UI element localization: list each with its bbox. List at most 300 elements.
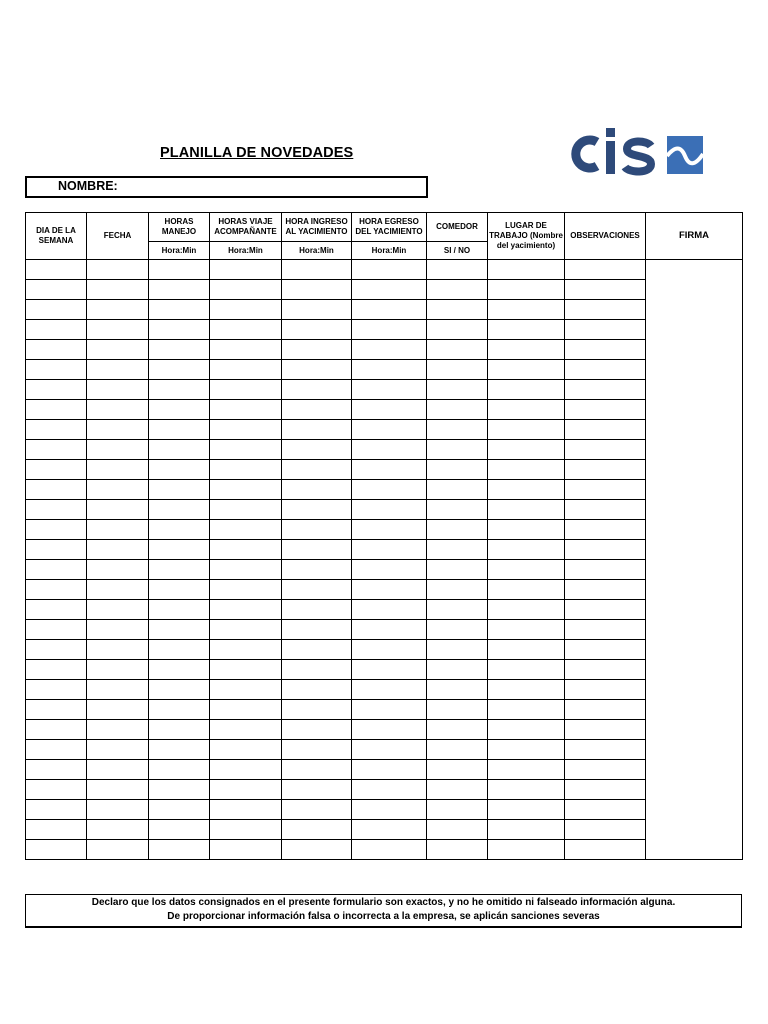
table-cell[interactable] xyxy=(352,260,427,280)
table-cell[interactable] xyxy=(87,800,149,820)
table-cell[interactable] xyxy=(565,440,646,460)
col-header-hora-ingreso: HORA INGRESO AL YACIMIENTO xyxy=(282,213,352,242)
table-cell[interactable] xyxy=(26,480,87,500)
table-cell[interactable] xyxy=(427,680,488,700)
table-cell[interactable] xyxy=(352,360,427,380)
table-cell[interactable] xyxy=(488,740,565,760)
table-cell[interactable] xyxy=(427,600,488,620)
table-cell[interactable] xyxy=(149,400,210,420)
table-cell[interactable] xyxy=(87,720,149,740)
table-row xyxy=(26,720,743,740)
table-cell[interactable] xyxy=(565,280,646,300)
table-cell[interactable] xyxy=(87,780,149,800)
table-cell[interactable] xyxy=(427,460,488,480)
firma-cell[interactable] xyxy=(646,260,743,860)
table-cell[interactable] xyxy=(282,820,352,840)
table-cell[interactable] xyxy=(282,600,352,620)
table-cell[interactable] xyxy=(565,800,646,820)
table-cell[interactable] xyxy=(488,360,565,380)
table-cell[interactable] xyxy=(149,800,210,820)
table-cell[interactable] xyxy=(282,280,352,300)
table-cell[interactable] xyxy=(210,700,282,720)
table-cell[interactable] xyxy=(565,820,646,840)
table-cell[interactable] xyxy=(565,500,646,520)
table-row xyxy=(26,520,743,540)
table-cell[interactable] xyxy=(210,600,282,620)
table-cell[interactable] xyxy=(87,640,149,660)
table-cell[interactable] xyxy=(87,420,149,440)
table-cell[interactable] xyxy=(26,320,87,340)
table-cell[interactable] xyxy=(352,500,427,520)
table-cell[interactable] xyxy=(352,320,427,340)
table-cell[interactable] xyxy=(565,340,646,360)
table-cell[interactable] xyxy=(427,640,488,660)
table-row xyxy=(26,500,743,520)
table-cell[interactable] xyxy=(427,280,488,300)
table-cell[interactable] xyxy=(282,780,352,800)
table-cell[interactable] xyxy=(282,380,352,400)
table-cell[interactable] xyxy=(488,280,565,300)
table-cell[interactable] xyxy=(488,760,565,780)
table-cell[interactable] xyxy=(282,720,352,740)
table-cell[interactable] xyxy=(427,260,488,280)
table-cell[interactable] xyxy=(87,700,149,720)
table-cell[interactable] xyxy=(352,400,427,420)
table-cell[interactable] xyxy=(282,400,352,420)
table-cell[interactable] xyxy=(149,580,210,600)
table-cell[interactable] xyxy=(427,400,488,420)
table-cell[interactable] xyxy=(427,500,488,520)
table-cell[interactable] xyxy=(565,320,646,340)
table-cell[interactable] xyxy=(565,300,646,320)
table-cell[interactable] xyxy=(427,660,488,680)
table-cell[interactable] xyxy=(87,280,149,300)
table-cell[interactable] xyxy=(565,700,646,720)
table-cell[interactable] xyxy=(488,720,565,740)
table-cell[interactable] xyxy=(87,500,149,520)
subheader-horas-manejo: Hora:Min xyxy=(149,242,210,260)
table-cell[interactable] xyxy=(427,560,488,580)
table-cell[interactable] xyxy=(488,620,565,640)
table-cell[interactable] xyxy=(87,380,149,400)
table-cell[interactable] xyxy=(427,760,488,780)
table-cell[interactable] xyxy=(87,760,149,780)
table-row xyxy=(26,460,743,480)
table-cell[interactable] xyxy=(565,460,646,480)
table-cell[interactable] xyxy=(26,400,87,420)
table-row xyxy=(26,280,743,300)
table-cell[interactable] xyxy=(26,440,87,460)
table-cell[interactable] xyxy=(282,660,352,680)
table-cell[interactable] xyxy=(210,500,282,520)
table-cell[interactable] xyxy=(26,600,87,620)
table-cell[interactable] xyxy=(26,680,87,700)
table-cell[interactable] xyxy=(352,760,427,780)
table-cell[interactable] xyxy=(26,840,87,860)
table-cell[interactable] xyxy=(149,500,210,520)
table-cell[interactable] xyxy=(87,460,149,480)
table-row xyxy=(26,540,743,560)
table-row xyxy=(26,380,743,400)
table-cell[interactable] xyxy=(427,480,488,500)
table-cell[interactable] xyxy=(282,620,352,640)
table-cell[interactable] xyxy=(488,600,565,620)
table-cell[interactable] xyxy=(427,620,488,640)
table-row xyxy=(26,400,743,420)
table-cell[interactable] xyxy=(282,800,352,820)
table-cell[interactable] xyxy=(26,420,87,440)
table-cell[interactable] xyxy=(87,440,149,460)
table-cell[interactable] xyxy=(210,460,282,480)
table-cell[interactable] xyxy=(87,580,149,600)
table-cell[interactable] xyxy=(210,520,282,540)
table-cell[interactable] xyxy=(26,640,87,660)
table-cell[interactable] xyxy=(488,660,565,680)
table-cell[interactable] xyxy=(488,840,565,860)
table-cell[interactable] xyxy=(352,560,427,580)
table-cell[interactable] xyxy=(352,460,427,480)
table-cell[interactable] xyxy=(427,840,488,860)
table-cell[interactable] xyxy=(87,600,149,620)
table-cell[interactable] xyxy=(352,800,427,820)
table-cell[interactable] xyxy=(488,300,565,320)
table-cell[interactable] xyxy=(488,340,565,360)
table-cell[interactable] xyxy=(26,540,87,560)
table-cell[interactable] xyxy=(352,700,427,720)
table-cell[interactable] xyxy=(210,720,282,740)
table-cell[interactable] xyxy=(210,780,282,800)
table-cell[interactable] xyxy=(565,840,646,860)
table-cell[interactable] xyxy=(352,620,427,640)
table-cell[interactable] xyxy=(352,480,427,500)
table-cell[interactable] xyxy=(210,480,282,500)
table-cell[interactable] xyxy=(149,520,210,540)
table-cell[interactable] xyxy=(282,300,352,320)
novedades-table xyxy=(25,212,743,860)
table-cell[interactable] xyxy=(149,420,210,440)
table-cell[interactable] xyxy=(352,520,427,540)
table-cell[interactable] xyxy=(149,780,210,800)
table-cell[interactable] xyxy=(87,340,149,360)
table-cell[interactable] xyxy=(210,360,282,380)
table-cell[interactable] xyxy=(565,760,646,780)
table-row xyxy=(26,680,743,700)
table-cell[interactable] xyxy=(488,320,565,340)
table-cell[interactable] xyxy=(282,440,352,460)
table-cell[interactable] xyxy=(565,640,646,660)
table-cell[interactable] xyxy=(26,660,87,680)
table-cell[interactable] xyxy=(26,360,87,380)
table-cell[interactable] xyxy=(149,760,210,780)
table-cell[interactable] xyxy=(282,580,352,600)
table-cell[interactable] xyxy=(26,380,87,400)
table-cell[interactable] xyxy=(149,720,210,740)
table-cell[interactable] xyxy=(427,420,488,440)
table-cell[interactable] xyxy=(149,600,210,620)
table-row xyxy=(26,800,743,820)
table-cell[interactable] xyxy=(87,520,149,540)
table-cell[interactable] xyxy=(26,820,87,840)
table-cell[interactable] xyxy=(488,680,565,700)
table-cell[interactable] xyxy=(26,720,87,740)
table-cell[interactable] xyxy=(87,540,149,560)
table-cell[interactable] xyxy=(565,740,646,760)
table-cell[interactable] xyxy=(210,380,282,400)
table-cell[interactable] xyxy=(149,620,210,640)
table-cell[interactable] xyxy=(210,740,282,760)
table-cell[interactable] xyxy=(87,840,149,860)
table-cell[interactable] xyxy=(210,560,282,580)
table-cell[interactable] xyxy=(352,380,427,400)
table-cell[interactable] xyxy=(427,720,488,740)
table-cell[interactable] xyxy=(427,580,488,600)
table-cell[interactable] xyxy=(149,640,210,660)
table-cell[interactable] xyxy=(352,780,427,800)
table-cell[interactable] xyxy=(565,360,646,380)
table-cell[interactable] xyxy=(87,260,149,280)
table-cell[interactable] xyxy=(26,460,87,480)
table-cell[interactable] xyxy=(488,380,565,400)
table-cell[interactable] xyxy=(565,780,646,800)
table-cell[interactable] xyxy=(282,840,352,860)
table-cell[interactable] xyxy=(488,820,565,840)
table-cell[interactable] xyxy=(565,540,646,560)
table-cell[interactable] xyxy=(565,400,646,420)
table-cell[interactable] xyxy=(26,760,87,780)
table-row xyxy=(26,580,743,600)
table-cell[interactable] xyxy=(282,760,352,780)
table-cell[interactable] xyxy=(565,380,646,400)
table-cell[interactable] xyxy=(488,420,565,440)
col-header-horas-manejo: HORAS MANEJO xyxy=(149,213,210,242)
table-cell[interactable] xyxy=(87,680,149,700)
col-header-lugar: LUGAR DE TRABAJO (Nombre del yacimiento) xyxy=(488,213,565,260)
table-cell[interactable] xyxy=(488,540,565,560)
table-cell[interactable] xyxy=(26,580,87,600)
table-cell[interactable] xyxy=(352,540,427,560)
table-cell[interactable] xyxy=(210,580,282,600)
table-cell[interactable] xyxy=(149,560,210,580)
table-cell[interactable] xyxy=(488,440,565,460)
table-cell[interactable] xyxy=(427,520,488,540)
table-cell[interactable] xyxy=(427,540,488,560)
table-cell[interactable] xyxy=(87,300,149,320)
table-cell[interactable] xyxy=(149,440,210,460)
table-cell[interactable] xyxy=(149,380,210,400)
table-cell[interactable] xyxy=(26,280,87,300)
table-cell[interactable] xyxy=(210,260,282,280)
table-cell[interactable] xyxy=(149,320,210,340)
table-cell[interactable] xyxy=(352,340,427,360)
table-cell[interactable] xyxy=(210,760,282,780)
table-cell[interactable] xyxy=(149,700,210,720)
table-cell[interactable] xyxy=(282,460,352,480)
table-cell[interactable] xyxy=(149,540,210,560)
table-cell[interactable] xyxy=(565,480,646,500)
table-cell[interactable] xyxy=(210,420,282,440)
table-cell[interactable] xyxy=(352,580,427,600)
table-cell[interactable] xyxy=(210,300,282,320)
col-header-fecha: FECHA xyxy=(87,213,149,260)
table-cell[interactable] xyxy=(87,740,149,760)
table-cell[interactable] xyxy=(427,300,488,320)
table-cell[interactable] xyxy=(488,700,565,720)
table-cell[interactable] xyxy=(352,280,427,300)
table-cell[interactable] xyxy=(427,340,488,360)
table-cell[interactable] xyxy=(26,340,87,360)
col-header-dia: DIA DE LA SEMANA xyxy=(26,213,87,260)
table-cell[interactable] xyxy=(352,660,427,680)
table-cell[interactable] xyxy=(26,300,87,320)
table-cell[interactable] xyxy=(210,400,282,420)
table-cell[interactable] xyxy=(352,420,427,440)
table-cell[interactable] xyxy=(427,380,488,400)
table-cell[interactable] xyxy=(427,360,488,380)
table-cell[interactable] xyxy=(488,460,565,480)
table-cell[interactable] xyxy=(488,780,565,800)
table-cell[interactable] xyxy=(149,660,210,680)
table-cell[interactable] xyxy=(282,560,352,580)
table-cell[interactable] xyxy=(352,740,427,760)
table-cell[interactable] xyxy=(210,440,282,460)
table-cell[interactable] xyxy=(282,420,352,440)
table-cell[interactable] xyxy=(488,500,565,520)
table-cell[interactable] xyxy=(282,540,352,560)
table-cell[interactable] xyxy=(427,320,488,340)
table-cell[interactable] xyxy=(210,540,282,560)
table-cell[interactable] xyxy=(26,260,87,280)
table-cell[interactable] xyxy=(565,560,646,580)
company-logo xyxy=(571,124,706,178)
table-cell[interactable] xyxy=(488,520,565,540)
table-cell[interactable] xyxy=(565,420,646,440)
table-cell[interactable] xyxy=(427,440,488,460)
table-row xyxy=(26,360,743,380)
table-cell[interactable] xyxy=(282,680,352,700)
table-cell[interactable] xyxy=(26,740,87,760)
table-cell[interactable] xyxy=(210,800,282,820)
table-cell[interactable] xyxy=(26,780,87,800)
table-cell[interactable] xyxy=(488,800,565,820)
table-cell[interactable] xyxy=(352,640,427,660)
table-cell[interactable] xyxy=(282,640,352,660)
declaration-line-1: Declaro que los datos consignados en el presente formulario son exactos, y no he omitido ni falseado información alguna. xyxy=(91,897,676,908)
table-cell[interactable] xyxy=(282,500,352,520)
table-cell[interactable] xyxy=(149,480,210,500)
table-cell[interactable] xyxy=(565,680,646,700)
table-cell[interactable] xyxy=(26,560,87,580)
table-cell[interactable] xyxy=(149,300,210,320)
table-cell[interactable] xyxy=(210,620,282,640)
table-row xyxy=(26,340,743,360)
table-cell[interactable] xyxy=(352,600,427,620)
table-cell[interactable] xyxy=(282,700,352,720)
table-cell[interactable] xyxy=(488,640,565,660)
col-header-firma: FIRMA xyxy=(646,213,743,260)
table-cell[interactable] xyxy=(282,480,352,500)
table-cell[interactable] xyxy=(149,260,210,280)
table-cell[interactable] xyxy=(427,700,488,720)
table-cell[interactable] xyxy=(149,460,210,480)
table-cell[interactable] xyxy=(87,660,149,680)
table-cell[interactable] xyxy=(427,820,488,840)
table-cell[interactable] xyxy=(565,520,646,540)
table-cell[interactable] xyxy=(87,320,149,340)
nombre-field[interactable] xyxy=(25,176,428,198)
table-cell[interactable] xyxy=(26,620,87,640)
table-cell[interactable] xyxy=(565,260,646,280)
nombre-label: NOMBRE: xyxy=(58,179,118,193)
table-cell[interactable] xyxy=(87,400,149,420)
table-cell[interactable] xyxy=(210,660,282,680)
table-cell[interactable] xyxy=(149,680,210,700)
table-cell[interactable] xyxy=(87,820,149,840)
table-row xyxy=(26,480,743,500)
table-cell[interactable] xyxy=(488,400,565,420)
table-cell[interactable] xyxy=(282,740,352,760)
table-cell[interactable] xyxy=(26,800,87,820)
table-cell[interactable] xyxy=(282,260,352,280)
table-cell[interactable] xyxy=(210,640,282,660)
table-cell[interactable] xyxy=(87,620,149,640)
table-cell[interactable] xyxy=(149,340,210,360)
table-cell[interactable] xyxy=(210,340,282,360)
table-cell[interactable] xyxy=(149,820,210,840)
declaration-line-2: De proporcionar información falsa o incorrecta a la empresa, se aplicán sanciones severas xyxy=(167,911,600,922)
table-cell[interactable] xyxy=(352,300,427,320)
table-cell[interactable] xyxy=(26,700,87,720)
table-cell[interactable] xyxy=(210,280,282,300)
table-cell[interactable] xyxy=(282,520,352,540)
table-cell[interactable] xyxy=(352,720,427,740)
table-cell[interactable] xyxy=(352,680,427,700)
table-cell[interactable] xyxy=(210,320,282,340)
table-cell[interactable] xyxy=(488,260,565,280)
table-cell[interactable] xyxy=(149,360,210,380)
table-cell[interactable] xyxy=(149,280,210,300)
table-cell[interactable] xyxy=(87,560,149,580)
table-cell[interactable] xyxy=(210,680,282,700)
table-cell[interactable] xyxy=(427,780,488,800)
table-cell[interactable] xyxy=(352,820,427,840)
table-cell[interactable] xyxy=(26,500,87,520)
table-cell[interactable] xyxy=(488,480,565,500)
table-cell[interactable] xyxy=(488,580,565,600)
table-cell[interactable] xyxy=(565,660,646,680)
table-cell[interactable] xyxy=(149,840,210,860)
table-cell[interactable] xyxy=(149,740,210,760)
table-cell[interactable] xyxy=(26,520,87,540)
table-cell[interactable] xyxy=(352,440,427,460)
table-cell[interactable] xyxy=(352,840,427,860)
table-cell[interactable] xyxy=(87,360,149,380)
table-cell[interactable] xyxy=(282,340,352,360)
table-cell[interactable] xyxy=(87,480,149,500)
table-cell[interactable] xyxy=(210,840,282,860)
table-cell[interactable] xyxy=(565,580,646,600)
table-cell[interactable] xyxy=(427,740,488,760)
table-cell[interactable] xyxy=(488,560,565,580)
declaration-box xyxy=(25,894,742,928)
table-cell[interactable] xyxy=(565,620,646,640)
table-cell[interactable] xyxy=(427,800,488,820)
table-cell[interactable] xyxy=(565,720,646,740)
table-cell[interactable] xyxy=(565,600,646,620)
table-cell[interactable] xyxy=(210,820,282,840)
table-cell[interactable] xyxy=(282,320,352,340)
table-row xyxy=(26,660,743,680)
table-cell[interactable] xyxy=(282,360,352,380)
